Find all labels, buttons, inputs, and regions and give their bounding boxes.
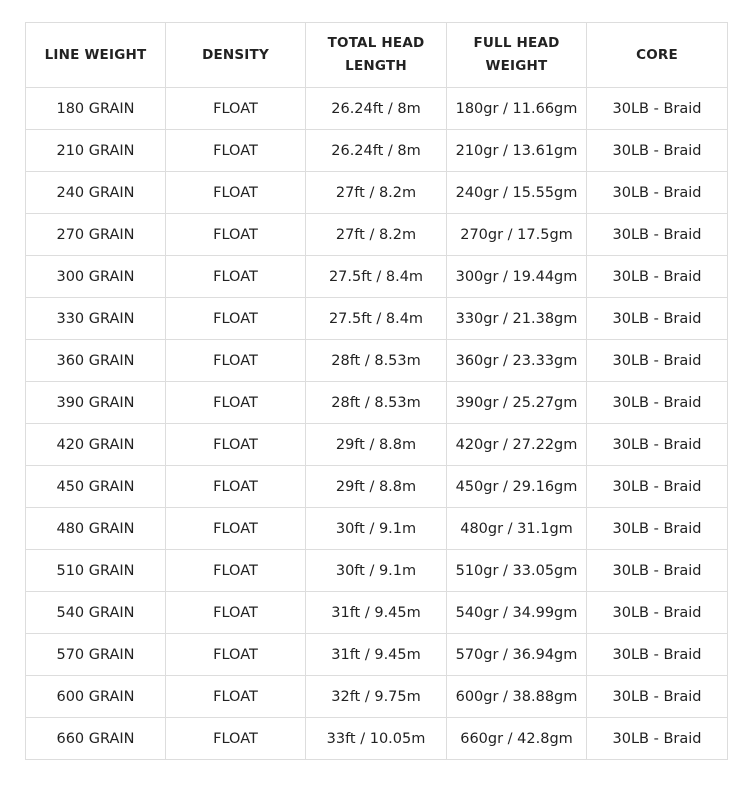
- cell-total-head-length: 28ft / 8.53m: [306, 340, 447, 382]
- cell-line-weight: 330 GRAIN: [26, 298, 166, 340]
- cell-total-head-length: 28ft / 8.53m: [306, 382, 447, 424]
- cell-total-head-length: 29ft / 8.8m: [306, 466, 447, 508]
- cell-line-weight: 570 GRAIN: [26, 634, 166, 676]
- table-row: [26, 466, 728, 508]
- cell-total-head-length: 32ft / 9.75m: [306, 676, 447, 718]
- cell-total-head-length: 31ft / 9.45m: [306, 634, 447, 676]
- cell-line-weight: 300 GRAIN: [26, 256, 166, 298]
- cell-core: 30LB - Braid: [587, 214, 728, 256]
- cell-total-head-length: 26.24ft / 8m: [306, 88, 447, 130]
- table-row: [26, 214, 728, 256]
- table-row: [26, 382, 728, 424]
- header-core: CORE: [587, 23, 728, 88]
- cell-full-head-weight: 510gr / 33.05gm: [447, 550, 587, 592]
- cell-density: FLOAT: [166, 88, 306, 130]
- cell-density: FLOAT: [166, 424, 306, 466]
- cell-total-head-length: 30ft / 9.1m: [306, 550, 447, 592]
- cell-full-head-weight: 570gr / 36.94gm: [447, 634, 587, 676]
- cell-density: FLOAT: [166, 466, 306, 508]
- cell-line-weight: 540 GRAIN: [26, 592, 166, 634]
- cell-full-head-weight: 240gr / 15.55gm: [447, 172, 587, 214]
- cell-total-head-length: 27ft / 8.2m: [306, 214, 447, 256]
- cell-core: 30LB - Braid: [587, 130, 728, 172]
- table-row: [26, 676, 728, 718]
- cell-line-weight: 210 GRAIN: [26, 130, 166, 172]
- cell-core: 30LB - Braid: [587, 298, 728, 340]
- cell-core: 30LB - Braid: [587, 340, 728, 382]
- cell-full-head-weight: 450gr / 29.16gm: [447, 466, 587, 508]
- cell-core: 30LB - Braid: [587, 592, 728, 634]
- cell-total-head-length: 27ft / 8.2m: [306, 172, 447, 214]
- cell-density: FLOAT: [166, 592, 306, 634]
- cell-full-head-weight: 210gr / 13.61gm: [447, 130, 587, 172]
- table-row: [26, 592, 728, 634]
- cell-full-head-weight: 330gr / 21.38gm: [447, 298, 587, 340]
- cell-line-weight: 660 GRAIN: [26, 718, 166, 760]
- cell-full-head-weight: 360gr / 23.33gm: [447, 340, 587, 382]
- table-row: [26, 550, 728, 592]
- cell-line-weight: 180 GRAIN: [26, 88, 166, 130]
- cell-line-weight: 270 GRAIN: [26, 214, 166, 256]
- cell-full-head-weight: 660gr / 42.8gm: [447, 718, 587, 760]
- cell-density: FLOAT: [166, 214, 306, 256]
- cell-full-head-weight: 180gr / 11.66gm: [447, 88, 587, 130]
- cell-line-weight: 420 GRAIN: [26, 424, 166, 466]
- cell-core: 30LB - Braid: [587, 172, 728, 214]
- cell-core: 30LB - Braid: [587, 466, 728, 508]
- cell-core: 30LB - Braid: [587, 424, 728, 466]
- cell-core: 30LB - Braid: [587, 550, 728, 592]
- cell-total-head-length: 33ft / 10.05m: [306, 718, 447, 760]
- cell-line-weight: 450 GRAIN: [26, 466, 166, 508]
- cell-density: FLOAT: [166, 550, 306, 592]
- cell-line-weight: 510 GRAIN: [26, 550, 166, 592]
- cell-line-weight: 390 GRAIN: [26, 382, 166, 424]
- table-row: [26, 88, 728, 130]
- cell-density: FLOAT: [166, 298, 306, 340]
- cell-line-weight: 240 GRAIN: [26, 172, 166, 214]
- header-total-head-length: TOTAL HEAD LENGTH: [306, 23, 447, 88]
- cell-line-weight: 360 GRAIN: [26, 340, 166, 382]
- cell-total-head-length: 27.5ft / 8.4m: [306, 298, 447, 340]
- cell-full-head-weight: 270gr / 17.5gm: [447, 214, 587, 256]
- cell-full-head-weight: 390gr / 25.27gm: [447, 382, 587, 424]
- cell-density: FLOAT: [166, 676, 306, 718]
- table-row: [26, 508, 728, 550]
- cell-full-head-weight: 480gr / 31.1gm: [447, 508, 587, 550]
- cell-total-head-length: 30ft / 9.1m: [306, 508, 447, 550]
- cell-total-head-length: 27.5ft / 8.4m: [306, 256, 447, 298]
- cell-total-head-length: 26.24ft / 8m: [306, 130, 447, 172]
- table-row: [26, 172, 728, 214]
- cell-density: FLOAT: [166, 718, 306, 760]
- cell-density: FLOAT: [166, 340, 306, 382]
- cell-total-head-length: 29ft / 8.8m: [306, 424, 447, 466]
- table-row: [26, 718, 728, 760]
- table-row: [26, 424, 728, 466]
- table-row: [26, 634, 728, 676]
- cell-full-head-weight: 300gr / 19.44gm: [447, 256, 587, 298]
- cell-core: 30LB - Braid: [587, 382, 728, 424]
- cell-full-head-weight: 540gr / 34.99gm: [447, 592, 587, 634]
- specs-table-container: [25, 22, 727, 760]
- table-row: [26, 298, 728, 340]
- cell-core: 30LB - Braid: [587, 88, 728, 130]
- table-row: [26, 340, 728, 382]
- cell-line-weight: 600 GRAIN: [26, 676, 166, 718]
- cell-core: 30LB - Braid: [587, 508, 728, 550]
- line-specs-table: [25, 22, 728, 760]
- cell-core: 30LB - Braid: [587, 256, 728, 298]
- table-row: [26, 256, 728, 298]
- cell-full-head-weight: 600gr / 38.88gm: [447, 676, 587, 718]
- header-line-weight: LINE WEIGHT: [26, 23, 166, 88]
- cell-density: FLOAT: [166, 130, 306, 172]
- cell-core: 30LB - Braid: [587, 634, 728, 676]
- cell-core: 30LB - Braid: [587, 676, 728, 718]
- cell-density: FLOAT: [166, 256, 306, 298]
- cell-density: FLOAT: [166, 172, 306, 214]
- cell-full-head-weight: 420gr / 27.22gm: [447, 424, 587, 466]
- cell-core: 30LB - Braid: [587, 718, 728, 760]
- cell-total-head-length: 31ft / 9.45m: [306, 592, 447, 634]
- header-density: DENSITY: [166, 23, 306, 88]
- table-body: [26, 88, 728, 760]
- cell-line-weight: 480 GRAIN: [26, 508, 166, 550]
- cell-density: FLOAT: [166, 382, 306, 424]
- header-full-head-weight: FULL HEAD WEIGHT: [447, 23, 587, 88]
- table-row: [26, 130, 728, 172]
- table-header-row: [26, 23, 728, 88]
- cell-density: FLOAT: [166, 508, 306, 550]
- cell-density: FLOAT: [166, 634, 306, 676]
